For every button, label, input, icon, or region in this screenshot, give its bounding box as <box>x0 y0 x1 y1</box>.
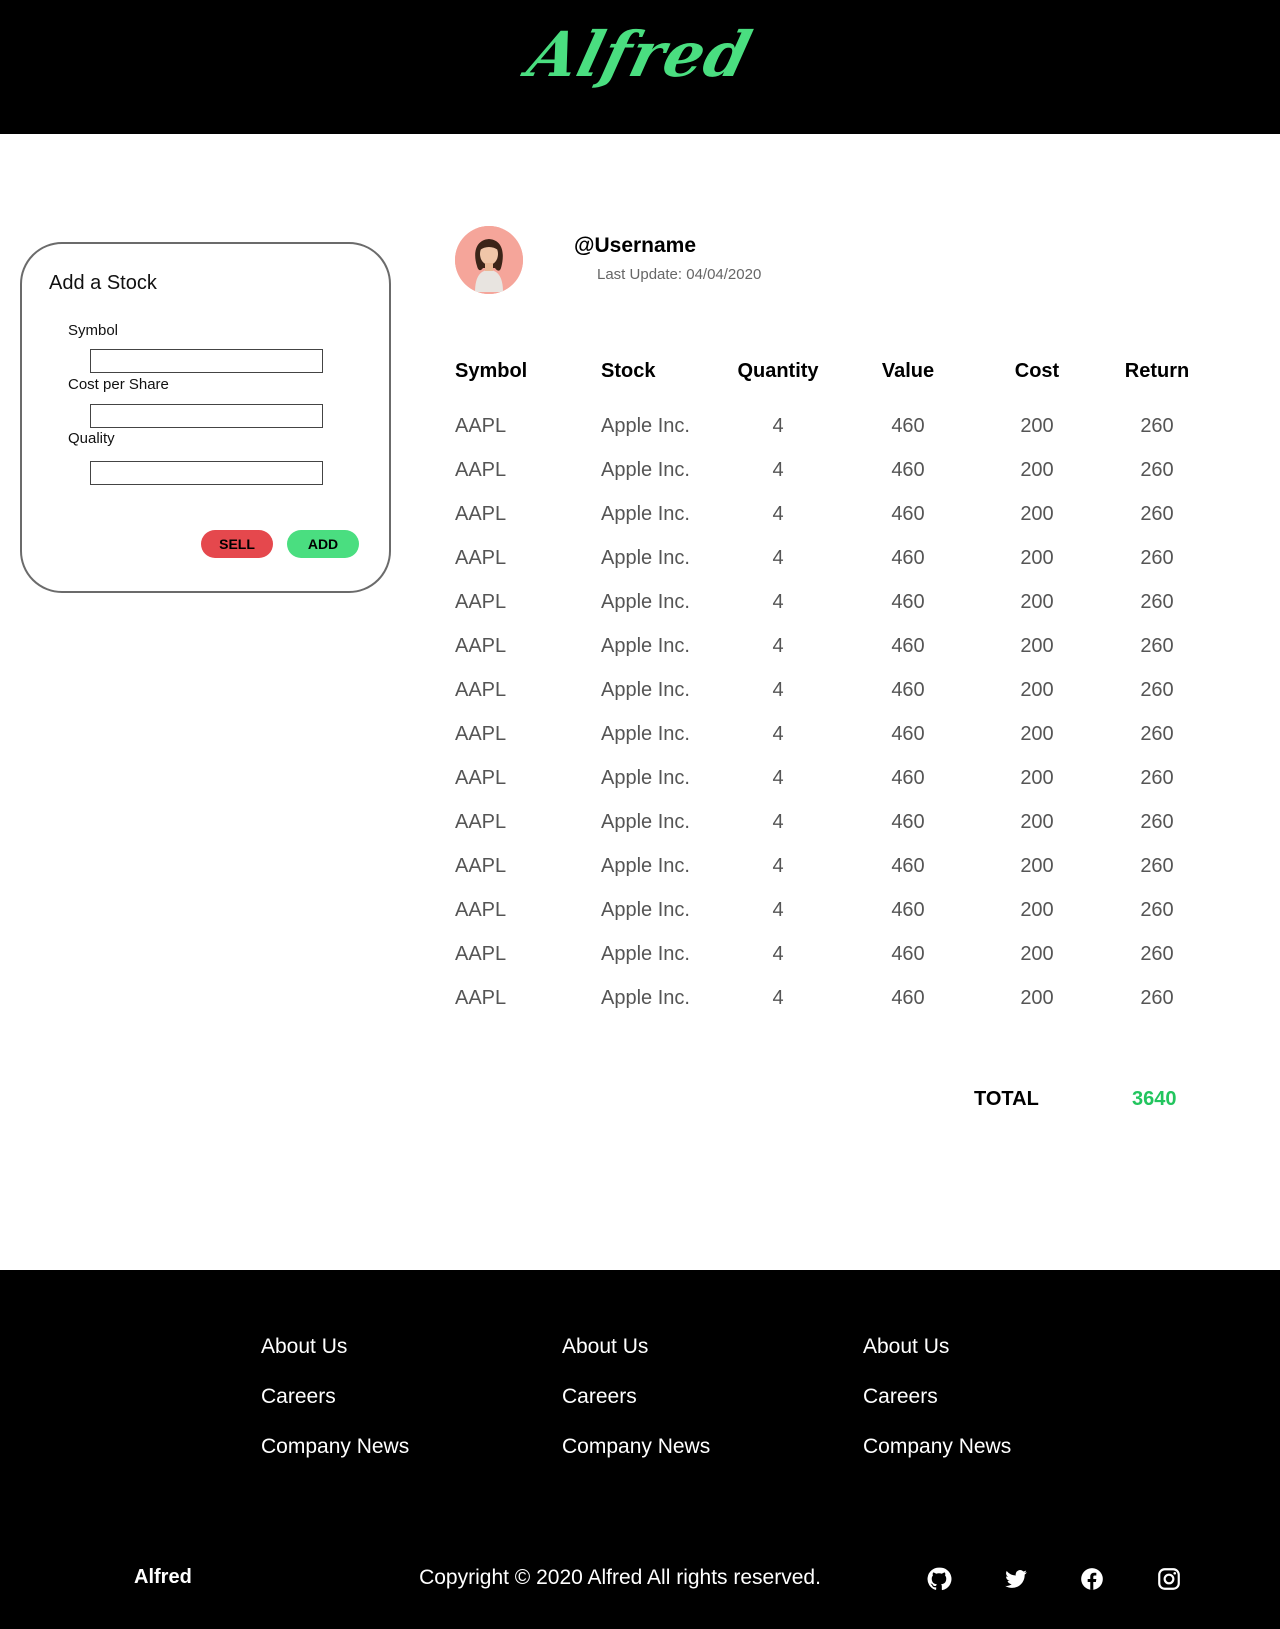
cell-symbol: AAPL <box>455 635 507 657</box>
cell-cost: 200 <box>1020 591 1054 613</box>
footer-link-careers[interactable]: Careers <box>562 1385 637 1408</box>
cell-symbol: AAPL <box>455 679 507 701</box>
table-row <box>455 767 1215 797</box>
cell-symbol: AAPL <box>455 767 507 789</box>
cell-return: 260 <box>1140 855 1174 877</box>
cell-symbol: AAPL <box>455 591 507 613</box>
cell-quantity: 4 <box>772 987 784 1009</box>
footer-link-about-us[interactable]: About Us <box>562 1335 649 1358</box>
cell-value: 460 <box>891 459 925 481</box>
column-header-stock: Stock <box>601 360 656 382</box>
site-footer <box>0 1270 1280 1629</box>
avatar-photo <box>455 226 523 294</box>
cell-stock: Apple Inc. <box>601 811 690 833</box>
cell-return: 260 <box>1140 503 1174 525</box>
symbol-label: Symbol <box>68 322 119 339</box>
cell-cost: 200 <box>1020 899 1054 921</box>
cell-quantity: 4 <box>772 943 784 965</box>
table-row <box>455 899 1215 929</box>
cell-quantity: 4 <box>772 767 784 789</box>
cell-cost: 200 <box>1020 415 1054 437</box>
cell-value: 460 <box>891 591 925 613</box>
footer-link-company-news[interactable]: Company News <box>562 1435 711 1458</box>
cell-stock: Apple Inc. <box>601 459 690 481</box>
copyright-text <box>0 1566 1240 1590</box>
table-row <box>455 547 1215 577</box>
cell-stock: Apple Inc. <box>601 503 690 525</box>
cell-stock: Apple Inc. <box>601 415 690 437</box>
cell-symbol: AAPL <box>455 723 507 745</box>
cell-value: 460 <box>891 987 925 1009</box>
table-row <box>455 415 1215 445</box>
footer-link-careers[interactable]: Careers <box>863 1385 938 1408</box>
cell-stock: Apple Inc. <box>601 723 690 745</box>
cell-value: 460 <box>891 679 925 701</box>
facebook-icon[interactable] <box>1079 1566 1105 1592</box>
cell-stock: Apple Inc. <box>601 855 690 877</box>
alfred-logo[interactable]: Alfred <box>520 18 759 91</box>
table-row <box>455 987 1215 1017</box>
cell-value: 460 <box>891 855 925 877</box>
avatar <box>455 226 523 294</box>
cell-value: 460 <box>891 415 925 437</box>
cell-return: 260 <box>1140 459 1174 481</box>
cell-value: 460 <box>891 767 925 789</box>
table-row <box>455 811 1215 841</box>
symbol-input[interactable] <box>90 349 323 373</box>
table-row <box>455 459 1215 489</box>
twitter-icon[interactable] <box>1003 1566 1029 1592</box>
cell-quantity: 4 <box>772 635 784 657</box>
cell-value: 460 <box>891 811 925 833</box>
footer-link-company-news[interactable]: Company News <box>261 1435 410 1458</box>
copyright-label: Copyright © 2020 Alfred All rights reserved. <box>419 1566 821 1589</box>
cell-return: 260 <box>1140 943 1174 965</box>
table-row <box>455 679 1215 709</box>
cell-cost: 200 <box>1020 855 1054 877</box>
column-header-quantity: Quantity <box>737 360 819 382</box>
cell-cost: 200 <box>1020 547 1054 569</box>
cell-value: 460 <box>891 547 925 569</box>
cell-return: 260 <box>1140 591 1174 613</box>
username: @Username <box>574 234 697 257</box>
cell-symbol: AAPL <box>455 415 507 437</box>
cell-stock: Apple Inc. <box>601 943 690 965</box>
cell-symbol: AAPL <box>455 459 507 481</box>
column-header-cost: Cost <box>1014 360 1060 382</box>
footer-link-careers[interactable]: Careers <box>261 1385 336 1408</box>
cell-symbol: AAPL <box>455 547 507 569</box>
cell-cost: 200 <box>1020 679 1054 701</box>
cell-quantity: 4 <box>772 591 784 613</box>
cell-return: 260 <box>1140 987 1174 1009</box>
cell-return: 260 <box>1140 635 1174 657</box>
cell-value: 460 <box>891 943 925 965</box>
cell-symbol: AAPL <box>455 811 507 833</box>
cell-return: 260 <box>1140 547 1174 569</box>
column-header-return: Return <box>1124 360 1190 382</box>
table-row <box>455 503 1215 533</box>
github-icon[interactable] <box>926 1566 952 1592</box>
footer-brand: Alfred <box>134 1566 192 1588</box>
cell-quantity: 4 <box>772 679 784 701</box>
cell-cost: 200 <box>1020 987 1054 1009</box>
cell-return: 260 <box>1140 415 1174 437</box>
cell-value: 460 <box>891 635 925 657</box>
cell-cost: 200 <box>1020 811 1054 833</box>
cell-cost: 200 <box>1020 767 1054 789</box>
cell-cost: 200 <box>1020 503 1054 525</box>
cell-return: 260 <box>1140 899 1174 921</box>
cost-per-share-label: Cost per Share <box>68 376 169 393</box>
add-button[interactable]: ADD <box>287 530 359 558</box>
cell-quantity: 4 <box>772 723 784 745</box>
cell-value: 460 <box>891 723 925 745</box>
cell-quantity: 4 <box>772 899 784 921</box>
total-label: TOTAL <box>974 1088 1039 1110</box>
cell-return: 260 <box>1140 811 1174 833</box>
last-update: Last Update: 04/04/2020 <box>597 266 762 283</box>
cell-return: 260 <box>1140 723 1174 745</box>
cell-return: 260 <box>1140 679 1174 701</box>
column-header-value: Value <box>881 360 935 382</box>
instagram-icon[interactable] <box>1156 1566 1182 1592</box>
cell-stock: Apple Inc. <box>601 679 690 701</box>
footer-link-about-us[interactable]: About Us <box>261 1335 348 1358</box>
site-header <box>0 0 1280 134</box>
cell-return: 260 <box>1140 767 1174 789</box>
cell-quantity: 4 <box>772 503 784 525</box>
column-header-symbol: Symbol <box>455 360 528 382</box>
sell-button[interactable]: SELL <box>201 530 273 558</box>
cell-symbol: AAPL <box>455 943 507 965</box>
add-stock-title: Add a Stock <box>49 272 157 294</box>
cell-quantity: 4 <box>772 547 784 569</box>
cell-cost: 200 <box>1020 723 1054 745</box>
cell-value: 460 <box>891 503 925 525</box>
quality-input[interactable] <box>90 461 323 485</box>
footer-link-about-us[interactable]: About Us <box>863 1335 950 1358</box>
total-value: 3640 <box>1132 1088 1177 1110</box>
cell-quantity: 4 <box>772 459 784 481</box>
cell-cost: 200 <box>1020 635 1054 657</box>
cell-stock: Apple Inc. <box>601 899 690 921</box>
footer-link-company-news[interactable]: Company News <box>863 1435 1012 1458</box>
table-row <box>455 943 1215 973</box>
cell-stock: Apple Inc. <box>601 767 690 789</box>
cell-symbol: AAPL <box>455 987 507 1009</box>
cell-quantity: 4 <box>772 415 784 437</box>
cell-stock: Apple Inc. <box>601 987 690 1009</box>
table-row <box>455 723 1215 753</box>
cell-value: 460 <box>891 899 925 921</box>
cell-quantity: 4 <box>772 811 784 833</box>
cell-symbol: AAPL <box>455 899 507 921</box>
cell-stock: Apple Inc. <box>601 547 690 569</box>
cell-symbol: AAPL <box>455 503 507 525</box>
add-stock-card <box>20 242 391 593</box>
cell-stock: Apple Inc. <box>601 635 690 657</box>
cell-symbol: AAPL <box>455 855 507 877</box>
cell-stock: Apple Inc. <box>601 591 690 613</box>
cell-quantity: 4 <box>772 855 784 877</box>
table-row <box>455 635 1215 665</box>
cell-cost: 200 <box>1020 943 1054 965</box>
table-row <box>455 855 1215 885</box>
table-row <box>455 591 1215 621</box>
cost-per-share-input[interactable] <box>90 404 323 428</box>
cell-cost: 200 <box>1020 459 1054 481</box>
quality-label: Quality <box>68 430 115 447</box>
